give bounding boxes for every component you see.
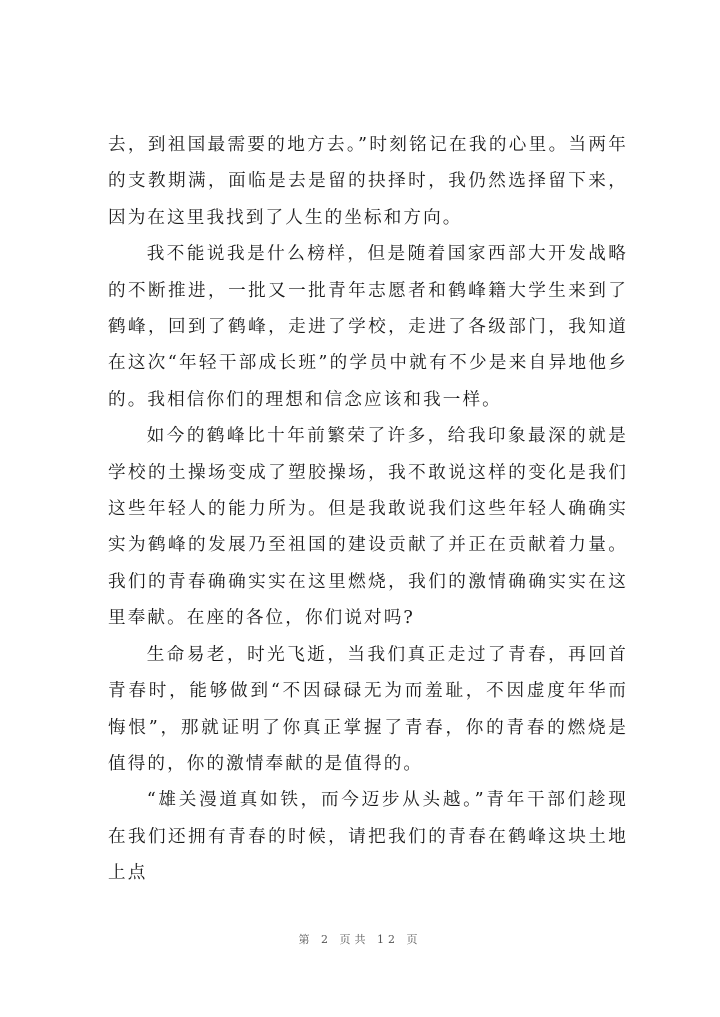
- paragraph-2: 我不能说我是什么榜样，但是随着国家西部大开发战略的不断推进，一批又一批青年志愿者和鹤峰籍大学生来到了鹤峰，回到了鹤峰，走进了学校，走进了各级部门，我知道在这次“年轻干部成长班”的学员中就有不少是来自异地他乡的。我相信你们的理想和信念应该和我一样。: [108, 244, 628, 410]
- paragraph-3: 如今的鹤峰比十年前繁荣了许多，给我印象最深的就是学校的土操场变成了塑胶操场，我不敢说这样的变化是我们这些年轻人的能力所为。但是我敢说我们这些年轻人确确实实为鹤峰的发展乃至祖国的建设贡献了并正在贡献着力量。我们的青春确确实实在这里燃烧，我们的激情确确实实在这里奉献。在座的各位，你们说对吗?: [108, 426, 628, 629]
- paragraph-5: “雄关漫道真如铁，而今迈步从头越。”青年干部们趁现在我们还拥有青春的时候，请把我们的青春在鹤峰这块土地上点: [108, 790, 628, 884]
- paragraph-1: 去，到祖国最需要的地方去。”时刻铭记在我的心里。当两年的支教期满，面临是去是留的抉择时，我仍然选择留下来，因为在这里我找到了人生的坐标和方向。: [108, 135, 628, 228]
- paragraph-4: 生命易老，时光飞逝，当我们真正走过了青春，再回首青春时，能够做到“不因碌碌无为而羞耻，不因虚度年华而悔恨”，那就证明了你真正掌握了青春，你的青春的燃烧是值得的，你的激情奉献的是值得的。: [108, 644, 628, 774]
- document-body: [108, 127, 628, 892]
- page-footer: 第 2 页共 12 页: [298, 933, 422, 946]
